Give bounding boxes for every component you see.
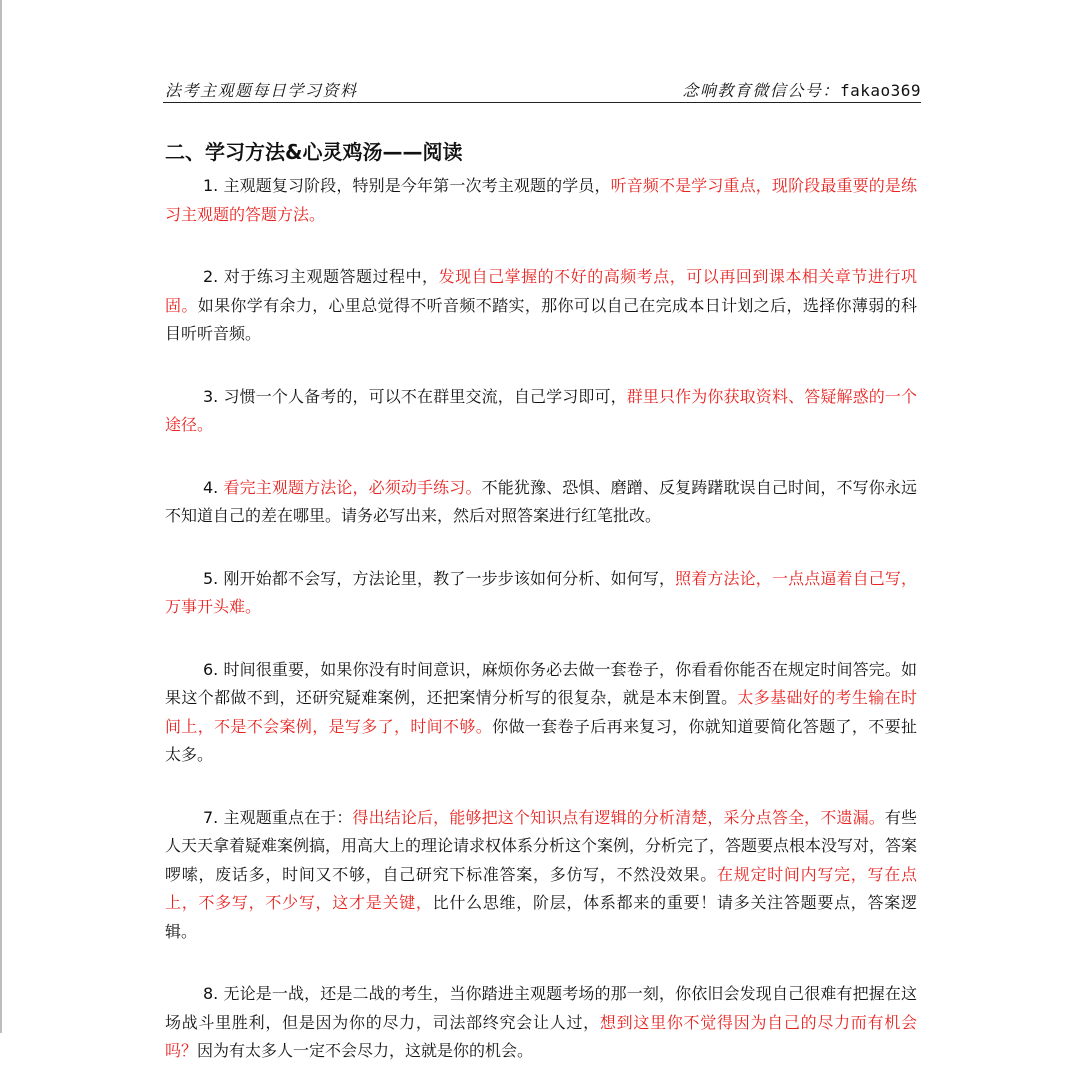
body-text: 8. 无论是一战，还是二战的考生，当你踏进主观题考场的那一刻，你依旧会发现自己很难有把握在这场战斗里胜利，但是因为你的尽力，司法部终究会让人过， [165, 984, 917, 1032]
paragraph-2 [165, 263, 917, 349]
highlighted-text: 看完主观题方法论，必须动手练习。 [223, 477, 482, 497]
page-header [163, 74, 921, 103]
page-left-edge [0, 0, 2, 1033]
highlighted-text: 群里只作为你获取资料、答疑解惑的一个途径。 [165, 386, 917, 434]
highlighted-text: 得出结论后，能够把这个知识点有逻辑的分析清楚，采分点答全，不遗漏。 [352, 807, 885, 827]
header-wechat-id: fakao369 [839, 81, 921, 100]
body-text: 1. 主观题复习阶段，特别是今年第一次考主观题的学员， [203, 176, 611, 195]
body-text: 6. 时间很重要，如果你没有时间意识，麻烦你务必去做一套卷子，你看看你能否在规定时间答完。如果这个都做不到，还研究疑难案例，还把案情分析写的很复杂，就是本末倒置。 [165, 659, 917, 707]
header-title: 法考主观题每日学习资料 [165, 83, 358, 100]
highlighted-text: 想到这里你不觉得因为自己的尽力而有机会吗？ [165, 1012, 917, 1060]
body-text: 比什么思维，阶层，体系都来的重要！请多关注答题要点，答案逻辑。 [165, 893, 917, 941]
paragraph-6 [165, 656, 917, 770]
header-wechat-account [682, 78, 921, 101]
body-text: 有些人天天拿着疑难案例搞，用高大上的理论请求权体系分析这个案例，分析完了，答题要点根本没写对，答案啰嗦，废话多，时间又不够，自己研究下标准答案，多仿写，不然没效果。 [165, 807, 918, 884]
body-text: 3. 习惯一个人备考的，可以不在群里交流，自己学习即可， [203, 386, 627, 406]
body-text: 因为有太多人一定不会尽力，这就是你的机会。 [197, 1041, 534, 1060]
highlighted-text: 听音频不是学习重点，现阶段最重要的是练习主观题的答题方法。 [165, 176, 917, 224]
body-text: 7. 主观题重点在于： [203, 807, 353, 827]
body-text: 5. 刚开始都不会写，方法论里，教了一步步该如何分析、如何写， [203, 568, 676, 588]
header-wechat-label: 念响教育微信公号： [682, 83, 840, 100]
paragraph-4 [165, 474, 917, 531]
body-text: 4. [203, 477, 224, 497]
highlighted-text: 照着方法论，一点点逼着自己写，万事开头难。 [165, 568, 917, 616]
paragraph-7 [165, 804, 917, 947]
paragraph-3 [165, 383, 917, 440]
body-text: 2. 对于练习主观题答题过程中， [203, 267, 439, 286]
highlighted-text: 太多基础好的考生输在时间上，不是不会案例，是写多了，时间不够。 [165, 688, 917, 736]
document-body [165, 136, 917, 1066]
body-text: 不能犹豫、恐惧、磨蹭、反复踌躇耽误自己时间，不写你永远不知道自己的差在哪里。请务必写出来，然后对照答案进行红笔批改。 [165, 477, 917, 525]
highlighted-text: 发现自己掌握的不好的高频考点，可以再回到课本相关章节进行巩固。 [165, 267, 917, 315]
body-text: 如果你学有余力，心里总觉得不听音频不踏实，那你可以自己在完成本日计划之后，选择你薄弱的科目听听音频。 [165, 295, 917, 343]
paragraph-5 [165, 565, 917, 622]
paragraph-1 [165, 172, 917, 229]
section-title: 二、学习方法&心灵鸡汤——阅读 [165, 140, 463, 164]
paragraph-list [165, 172, 917, 1066]
body-text: 你做一套卷子后再来复习，你就知道要简化答题了，不要扯太多。 [165, 716, 917, 764]
paragraph-8 [165, 980, 917, 1066]
highlighted-text: 在规定时间内写完，写在点上，不多写，不少写，这才是关键， [165, 864, 917, 912]
